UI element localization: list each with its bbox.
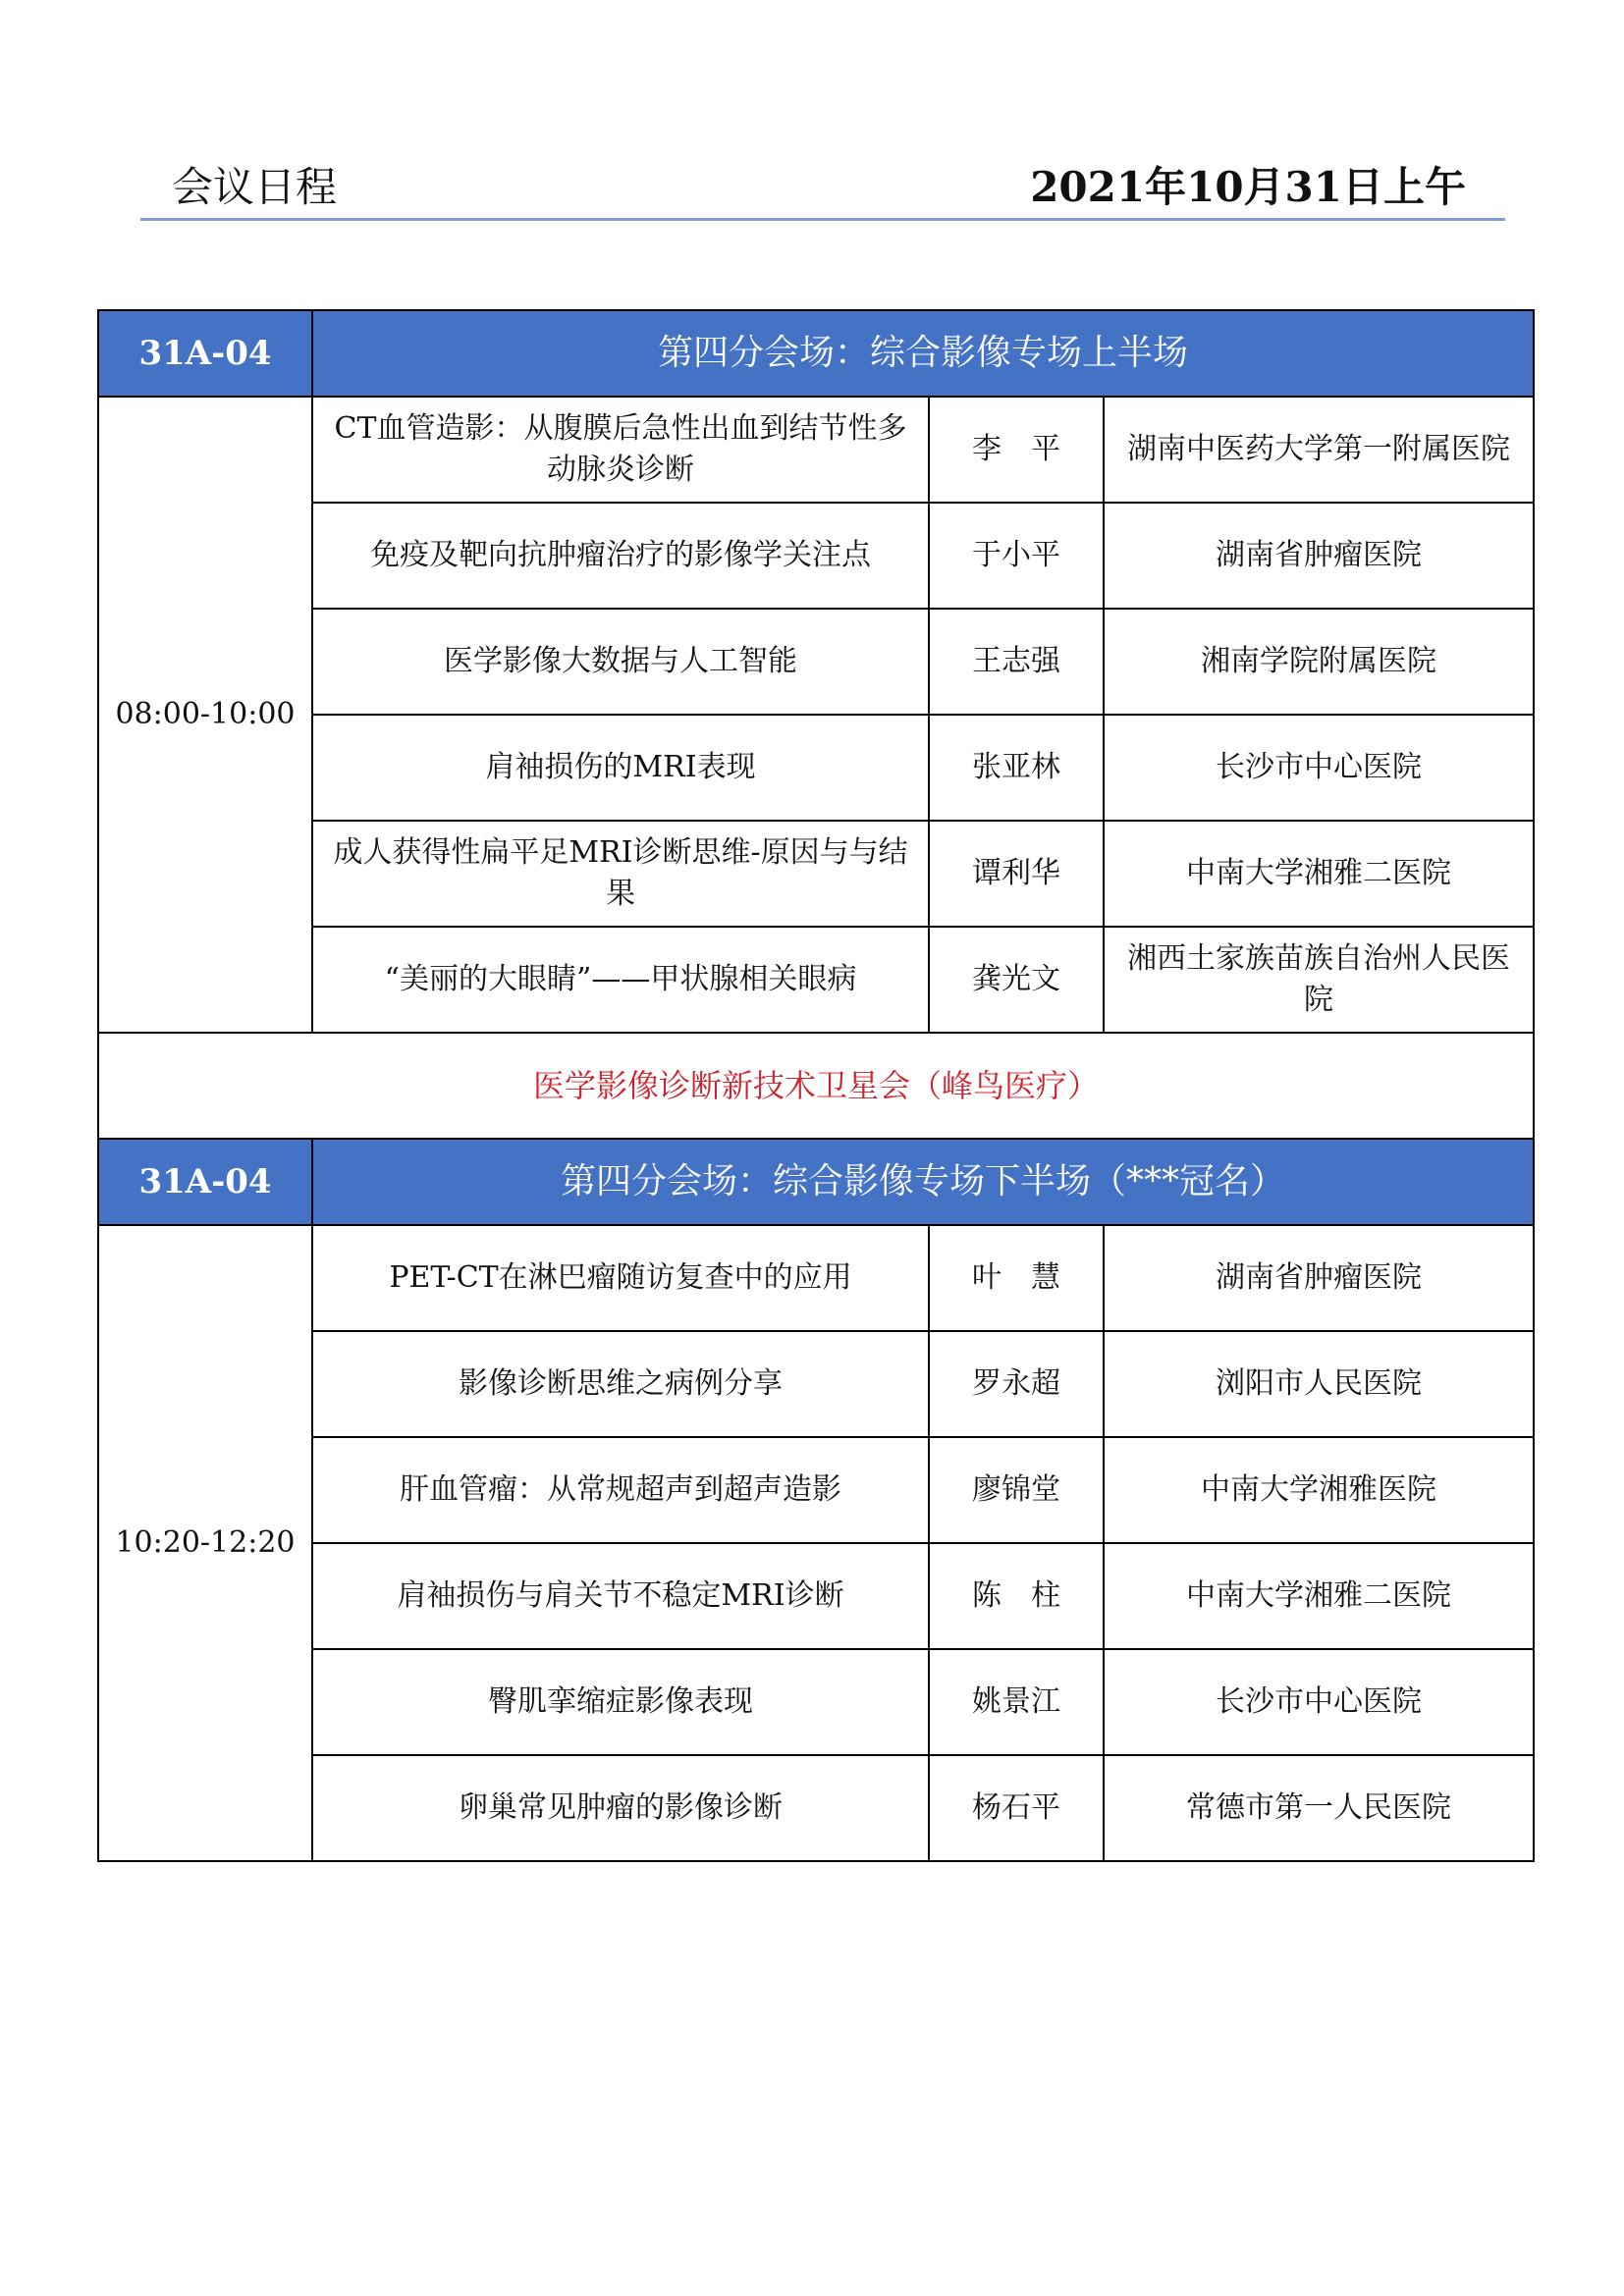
talk-institution: 长沙市中心医院: [1104, 1649, 1534, 1755]
talk-institution: 湖南省肿瘤医院: [1104, 1225, 1534, 1331]
table-row: [98, 1755, 1534, 1861]
talk-speaker: 龚光文: [929, 927, 1104, 1033]
talk-topic: CT血管造影：从腹膜后急性出血到结节性多动脉炎诊断: [312, 397, 929, 503]
table-row: [98, 1225, 1534, 1331]
talk-speaker: 王志强: [929, 609, 1104, 715]
talk-institution: 中南大学湘雅二医院: [1104, 821, 1534, 927]
page-title: 会议日程: [172, 163, 338, 211]
session-code: 31A-04: [98, 310, 312, 397]
talk-institution: 湘南学院附属医院: [1104, 609, 1534, 715]
section-header: [98, 1139, 1534, 1225]
schedule-table: [97, 309, 1535, 1862]
table-row: [98, 503, 1534, 609]
table-row: [98, 715, 1534, 821]
talk-topic: 成人获得性扁平足MRI诊断思维-原因与与结果: [312, 821, 929, 927]
talk-topic: 臀肌挛缩症影像表现: [312, 1649, 929, 1755]
talk-speaker: 陈 柱: [929, 1543, 1104, 1649]
talk-speaker: 罗永超: [929, 1331, 1104, 1437]
talk-institution: 长沙市中心医院: [1104, 715, 1534, 821]
talk-speaker: 廖锦堂: [929, 1437, 1104, 1543]
table-row: [98, 1331, 1534, 1437]
talk-speaker: 李 平: [929, 397, 1104, 503]
table-row: [98, 609, 1534, 715]
talk-institution: 湖南省肿瘤医院: [1104, 503, 1534, 609]
table-row: [98, 927, 1534, 1033]
talk-topic: 影像诊断思维之病例分享: [312, 1331, 929, 1437]
talk-institution: 常德市第一人民医院: [1104, 1755, 1534, 1861]
satellite-row: [98, 1033, 1534, 1139]
page-header: [140, 147, 1505, 226]
talk-topic: “美丽的大眼睛”——甲状腺相关眼病: [312, 927, 929, 1033]
table-row: [98, 1649, 1534, 1755]
session-code: 31A-04: [98, 1139, 312, 1225]
talk-topic: 免疫及靶向抗肿瘤治疗的影像学关注点: [312, 503, 929, 609]
talk-speaker: 叶 慧: [929, 1225, 1104, 1331]
talk-institution: 浏阳市人民医院: [1104, 1331, 1534, 1437]
talk-speaker: 张亚林: [929, 715, 1104, 821]
talk-speaker: 杨石平: [929, 1755, 1104, 1861]
talk-speaker: 谭利华: [929, 821, 1104, 927]
talk-institution: 中南大学湘雅二医院: [1104, 1543, 1534, 1649]
satellite-meeting: 医学影像诊断新技术卫星会（峰鸟医疗）: [98, 1033, 1534, 1139]
talk-institution: 湖南中医药大学第一附属医院: [1104, 397, 1534, 503]
talk-speaker: 姚景江: [929, 1649, 1104, 1755]
talk-institution: 中南大学湘雅医院: [1104, 1437, 1534, 1543]
talk-topic: 卵巢常见肿瘤的影像诊断: [312, 1755, 929, 1861]
table-row: [98, 397, 1534, 503]
session-time: 10:20-12:20: [98, 1225, 312, 1861]
header-divider: [140, 218, 1505, 221]
page-date: 2021年10月31日上午: [1030, 163, 1466, 211]
table-row: [98, 1543, 1534, 1649]
session-time: 08:00-10:00: [98, 397, 312, 1033]
talk-institution: 湘西土家族苗族自治州人民医院: [1104, 927, 1534, 1033]
talk-topic: PET-CT在淋巴瘤随访复查中的应用: [312, 1225, 929, 1331]
session-title: 第四分会场：综合影像专场下半场（***冠名）: [312, 1139, 1534, 1225]
talk-topic: 肩袖损伤的MRI表现: [312, 715, 929, 821]
talk-speaker: 于小平: [929, 503, 1104, 609]
talk-topic: 肝血管瘤：从常规超声到超声造影: [312, 1437, 929, 1543]
session-title: 第四分会场：综合影像专场上半场: [312, 310, 1534, 397]
talk-topic: 肩袖损伤与肩关节不稳定MRI诊断: [312, 1543, 929, 1649]
table-row: [98, 1437, 1534, 1543]
talk-topic: 医学影像大数据与人工智能: [312, 609, 929, 715]
section-header: [98, 310, 1534, 397]
table-row: [98, 821, 1534, 927]
